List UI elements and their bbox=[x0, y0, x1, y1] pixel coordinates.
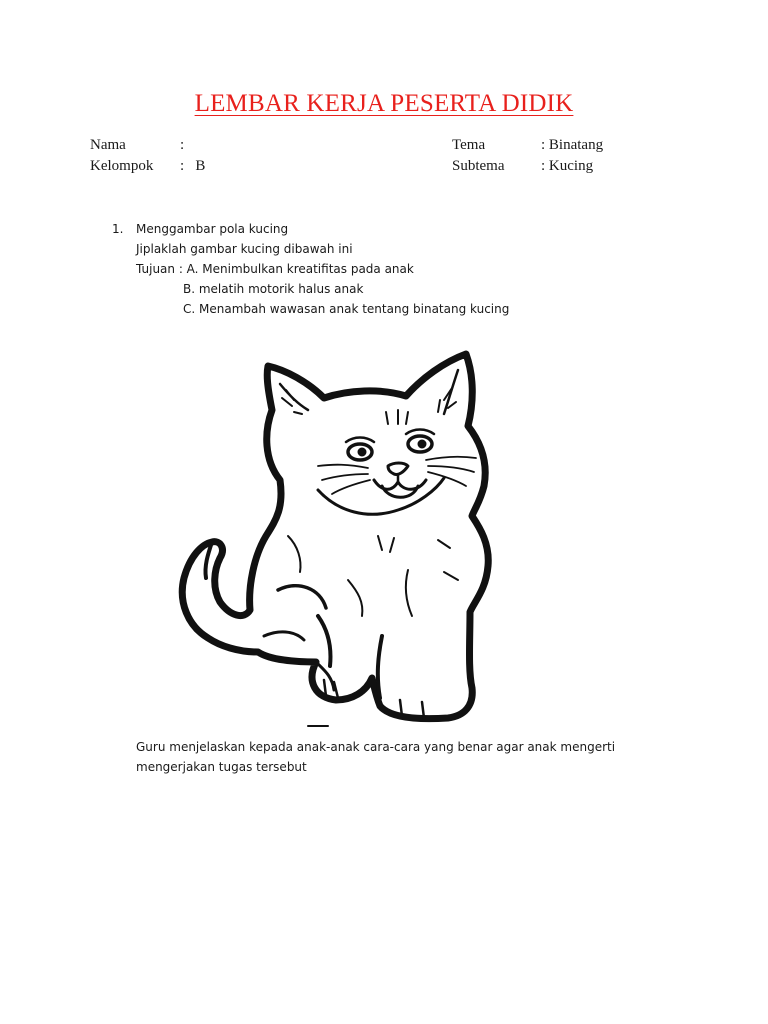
nama-row bbox=[90, 135, 390, 156]
kelompok-value: : B bbox=[180, 158, 206, 174]
tema-row bbox=[452, 135, 702, 156]
task-line: Menggambar pola kucing bbox=[136, 222, 289, 236]
subtema-value: : Kucing bbox=[541, 158, 594, 174]
kelompok-label: Kelompok bbox=[90, 158, 154, 174]
student-info bbox=[90, 135, 390, 177]
task-lines bbox=[136, 219, 636, 319]
task-line: C. Menambah wawasan anak tentang binatang kucing bbox=[183, 302, 510, 316]
subtema-label: Subtema bbox=[452, 158, 505, 174]
cat-icon bbox=[168, 340, 508, 730]
tema-label: Tema bbox=[452, 137, 486, 153]
teacher-note: Guru menjelaskan kepada anak-anak cara-cara yang benar agar anak mengerti mengerjakan tugas tersebut bbox=[136, 740, 616, 774]
task-line: B. melatih motorik halus anak bbox=[183, 282, 364, 296]
task-number: 1. bbox=[112, 222, 124, 236]
nama-label: Nama bbox=[90, 137, 126, 153]
nama-colon: : bbox=[180, 137, 185, 153]
task-line: Tujuan : A. Menimbulkan kreatifitas pada anak bbox=[136, 262, 414, 276]
worksheet-title: LEMBAR KERJA PESERTA DIDIK bbox=[194, 90, 574, 117]
subtema-row bbox=[452, 156, 702, 177]
task-line: Jiplaklah gambar kucing dibawah ini bbox=[136, 242, 353, 256]
theme-info bbox=[452, 135, 702, 177]
tema-value: : Binatang bbox=[541, 137, 604, 153]
kelompok-row bbox=[90, 156, 390, 177]
cat-illustration bbox=[168, 340, 508, 730]
